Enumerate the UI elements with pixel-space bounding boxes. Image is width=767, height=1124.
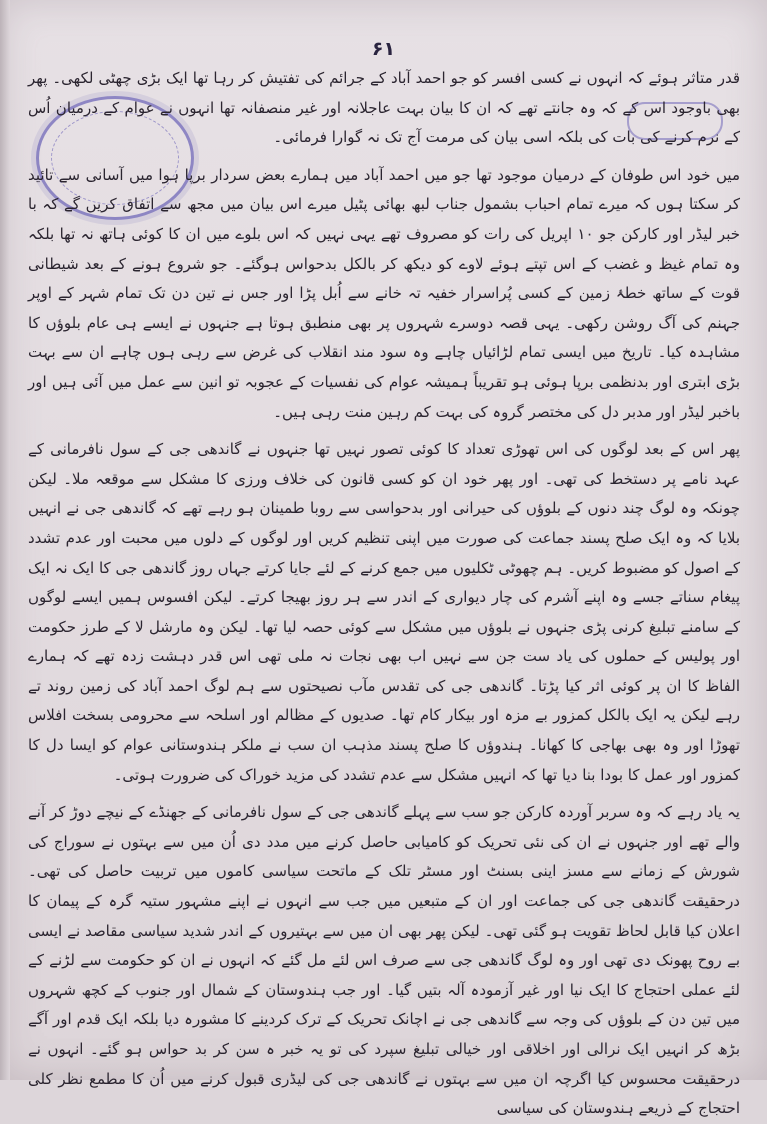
paragraph-1: قدر متاثر ہوئے کہ انہوں نے کسی افسر کو جو احمد آباد کے جرائم کی تفتیش کر رہا تھا ایک بڑی چھٹی لکھی۔ پھر بھی باوجود اس کے کہ وہ جانتے تھے کہ ان کا بیان بہت عاجلانہ اور غیر منصفانہ تھا انہوں نے عوام کے درمیان اُس کے نرم کرنے کی بات کی بلکہ اسی بیان کی مرمت آج تک نہ گوارا فرمائی۔ [28, 69, 740, 147]
paragraph-4: یہ یاد رہے کہ وہ سربر آوردہ کارکن جو سب سے پہلے گاندھی جی کے سول نافرمانی کے جھنڈے کے نیچے دوڑ کر آنے والے تھے اور جنہوں نے ان کی نئی تحریک کو کامیابی حاصل کرنے میں مدد دی اُن میں سے بہتوں نے سوراج کی شورش کے زمانے سے مسز اینی بسنٹ اور مسٹر تلک کے ماتحت سیاسی کاموں میں تربیت حاصل کی تھی۔ درحقیقت گاندھی جی کی جماعت اور ان کے متبعیں میں جب سے انہوں نے اپنے مشہور ستیہ گرہ کے پیمان کا اعلان کیا قابل لحاظ تقویت ہو گئی تھی۔ لیکن پھر بھی ان میں سے بہتیروں کے اندر شدید سیاسی مقاصد نے ایسی بے روح پھونک دی تھی اور وہ لوگ گاندھی جی سے صرف اس لئے مل گئے کہ انہوں نے ان کو حکومت سے لڑنے کے لئے عملی احتجاج کا ایک نیا اور غیر آزمودہ آلہ بتیں گیا۔ اور جب ہندوستان کے شمال اور جنوب کے کچھ شہروں میں تین دن کے بلوؤں کی وجہ سے گاندھی جی نے اچانک تحریک کے ترک کردینے کا مشورہ دیا بلکہ ایک قدم اور آگے بڑھ کر انہیں ایک نرالی اور اخلاقی اور خیالی تبلیغ سپرد کی تو یہ خبر ہ سن کر بد حواس ہو گئے۔ انہوں نے درحقیقت محسوس کیا اگرچہ ان میں سے بہتوں نے گاندھی جی کی لیڈری قبول کرنے میں اُن کا مطمع نظر کلی احتجاج کے ذریعے ہندوستان کی سیاسی [28, 803, 740, 1118]
paragraph-3: پھر اس کے بعد لوگوں کی اس تھوڑی تعداد کا کوئی تصور نہیں تھا جنہوں نے گاندھی جی کے سول نافرمانی کے عہد نامے پر دستخط کی تھی۔ اور پھر خود ان کو کسی قانون کی خلاف ورزی کا مشکل سے موقعہ ملا۔ لیکن چونکہ وہ لوگ چند دنوں کے بلوؤں کی حیرانی اور بدحواسی سے روبا طمینان ہو رہے تھے کہ گاندھی جی نے انہیں بلایا کہ وہ ایک صلح پسند جماعت کی صورت میں اپنی تنظیم کریں اور لوگوں کے دلوں میں محبت اور عدم تشدد کے اصول کو مضبوط کریں۔ ہم چھوٹی ٹکلیوں میں جمع کرنے کے لئے جایا کرتے جہاں روز گاندھی جی کا ایک نہ ایک پیغام سناتے جسے وہ اپنے آشرم کی چار دیواری کے اندر سے ہر روز بھیجا کرتے۔ لیکن افسوس ہمیں ایسے لوگوں کے سامنے تبلیغ کرنی پڑی جنہوں نے بلوؤں میں مشکل سے کوئی حصہ لیا تھا۔ لیکن وہ مارشل لا کے طرز حکومت اور پولیس کے حملوں کی یاد ست جن سے نہیں اب بھی نجات نہ ملی تھی اس قدر دہشت زدہ تھے کہ ہمارے الفاظ کا ان پر کوئی اثر کیا پڑتا۔ گاندھی جی کی تقدس مآب نصیحتوں سے ہم لوگ احمد آباد کی زمین روند تے رہے لیکن یہ ایک بالکل کمزور بے مزہ اور بیکار کام تھا۔ صدیوں کے مظالم اور اسلحہ سے محرومی بسخت افلاس تھوڑا اور وہ بھی بھاجی کا کھانا۔ ہندوؤں کا صلح پسند مذہب ان سب نے ملکر ہندوستانی عوام کو ایسا دل کا کمزور اور عمل کا بودا بنا دیا تھا کہ انہیں مشکل سے عدم تشدد کی مزید خوراک کی ضرورت ہوتی۔ [28, 440, 740, 784]
page-body-text [28, 64, 740, 1118]
page-edge-shadow [0, 0, 10, 1080]
page-number: ۶۱ [371, 38, 396, 60]
paragraph-2: میں خود اس طوفان کے درمیان موجود تھا جو میں احمد آباد میں ہمارے بعض سردار برپا ہوا میں آسانی سے تائید کر سکتا ہوں کہ میرے تمام احباب بشمول جناب لبھ بھائی پٹیل میرے اس بیان میں مجھ سے اتفاق کریں گے کہ با خبر لیڈر اور کارکن جو ۱۰ اپریل کی رات کو مصروف تھے یہی نہیں کہ اس بلوے میں ان کا کوئی ہاتھ نہ تھا بلکہ وہ تمام غیظ و غضب کے اس تپتے ہوئے لاوے کو دیکھ کر بالکل بدحواس ہوگئے۔ جو شروع ہونے کے بعد شیطانی قوت کے ساتھ خطۂ زمین کے کسی پُراسرار خفیہ تہ خانے سے اُبل پڑا اور جس نے تین دن تک تمام شہر کے اوپر جہنم کی آگ روشن رکھی۔ یہی قصہ دوسرے شہروں پر بھی منطبق ہوتا ہے جنہوں نے ایسے ہی عام بلوؤں کا مشاہدہ کیا۔ تاریخ میں ایسی تمام لڑائیاں چاہے وہ سود مند انقلاب کی غرض سے رہی ہوں چاہے ان سے بہت بڑی ابتری اور بدنظمی برپا ہوئی ہو تقریباً ہمیشہ عوام کی نفسیات کے عجوبہ تو انین سے عمل میں آئی ہیں اور باخبر لیڈر اور مدبر دل کی مختصر گروہ کی بہت کم رہین منت رہی ہیں۔ [28, 165, 740, 421]
